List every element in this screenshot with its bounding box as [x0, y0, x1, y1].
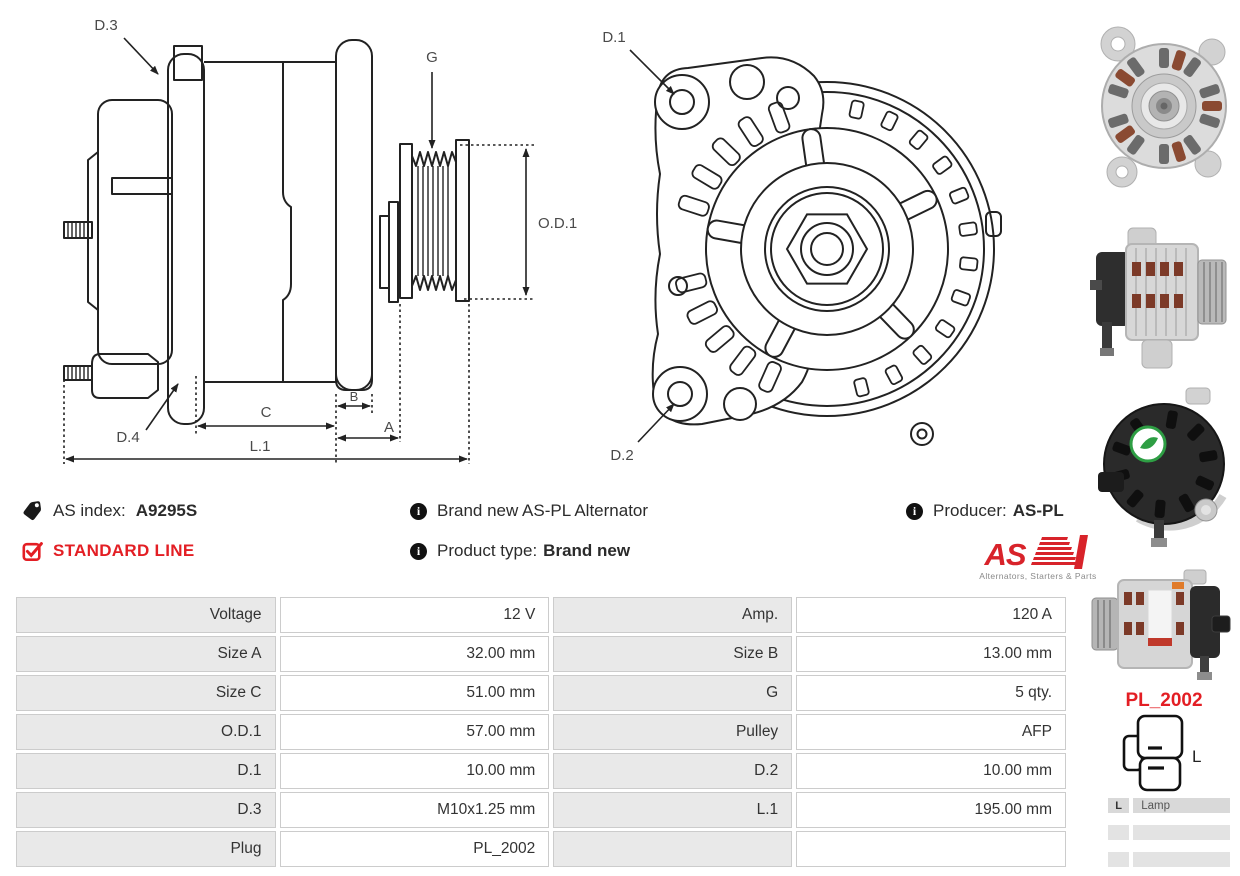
spec-label-cell: Amp. [553, 597, 792, 633]
standard-line-badge: STANDARD LINE [53, 541, 195, 560]
label-b: B [349, 389, 359, 404]
as-pl-logo-stripes-icon [1028, 535, 1092, 569]
info-icon-glyph: i [416, 543, 421, 558]
as-pl-logo-text: AS [984, 537, 1026, 572]
bottom-ear [336, 332, 372, 390]
shaft-spacer [380, 216, 389, 288]
spec-label-cell: Voltage [16, 597, 276, 633]
d1-callout-arrow [630, 50, 674, 94]
legend-pin: L [1108, 798, 1129, 813]
info-col-index [22, 499, 197, 579]
product-photo-side-left[interactable] [1088, 556, 1240, 684]
product-type-label: Product type: [437, 541, 538, 560]
info-icon [410, 543, 427, 560]
spec-label-cell: Pulley [553, 714, 792, 750]
table-row [16, 753, 1066, 789]
spec-label-cell: O.D.1 [16, 714, 276, 750]
product-photo-side-right[interactable] [1088, 222, 1240, 382]
front-bracket [168, 54, 204, 424]
product-type-value: Brand new [543, 541, 631, 560]
body-step-line [283, 62, 291, 382]
table-row [16, 675, 1066, 711]
body-edges [204, 62, 336, 382]
spec-value-cell: 12 V [280, 597, 550, 633]
upper-small-hole [777, 87, 799, 109]
label-a: A [384, 419, 395, 436]
checkbox-checked-icon [22, 541, 43, 562]
spec-value-cell: 195.00 mm [796, 792, 1066, 828]
as-index-label: AS index: [53, 501, 126, 520]
info-icon [410, 503, 427, 520]
info-icon-glyph: i [416, 503, 421, 518]
brand-new-text: Brand new AS-PL Alternator [437, 501, 649, 520]
pulley [400, 140, 469, 301]
spec-value-cell: 13.00 mm [796, 636, 1066, 672]
spec-value-cell: 120 A [796, 597, 1066, 633]
table-row [16, 714, 1066, 750]
legend-pin [1108, 825, 1129, 840]
bottom-lug-hole [668, 382, 692, 406]
legend-desc [1133, 825, 1230, 840]
as-index-line [22, 499, 197, 523]
spec-label-cell: D.3 [16, 792, 276, 828]
spec-label-cell: D.1 [16, 753, 276, 789]
info-col-producer [906, 499, 1106, 581]
spec-value-cell: 57.00 mm [280, 714, 550, 750]
as-index-value: A9295S [135, 501, 198, 520]
spec-label-cell: Plug [16, 831, 276, 867]
spec-label-cell: Size A [16, 636, 276, 672]
producer-value: AS-PL [1012, 501, 1064, 520]
spec-value-cell: M10x1.25 mm [280, 792, 550, 828]
bottom-boss-hole [918, 430, 927, 439]
plug-legend [1108, 798, 1230, 876]
bottom-boss [911, 423, 933, 445]
shaft-hole [811, 233, 843, 265]
info-icon [906, 503, 923, 520]
spec-label-cell: L.1 [553, 792, 792, 828]
info-col-product [410, 499, 648, 579]
terminal-stud-bottom [64, 366, 92, 380]
info-icon-glyph: i [912, 503, 917, 518]
spec-label-cell: Size C [16, 675, 276, 711]
label-g: G [426, 49, 438, 66]
upper-boss-hole [730, 65, 764, 99]
spec-label-cell: Size B [553, 636, 792, 672]
lower-boss-hole [724, 388, 756, 420]
product-photo-sidebar [1088, 0, 1240, 876]
legend-row [1108, 825, 1230, 840]
legend-desc [1133, 852, 1230, 867]
legend-row [1108, 852, 1230, 867]
spec-value-cell: 10.00 mm [280, 753, 550, 789]
shaft-disc [389, 202, 398, 302]
spec-value-cell: AFP [796, 714, 1066, 750]
top-mounting-ear [174, 46, 202, 80]
label-l1: L.1 [249, 438, 271, 455]
table-row [16, 636, 1066, 672]
spec-table [12, 594, 1070, 870]
plug-diagram [1114, 712, 1214, 794]
spec-label-cell: D.2 [553, 753, 792, 789]
label-od1: O.D.1 [538, 215, 578, 232]
label-d2: D.2 [610, 447, 634, 464]
rear-bracket [336, 40, 372, 390]
table-row [16, 792, 1066, 828]
legend-pin [1108, 852, 1129, 867]
spec-label-cell: G [553, 675, 792, 711]
spec-value-cell: 5 qty. [796, 675, 1066, 711]
front-view-technical-drawing [592, 14, 1067, 479]
plug-lower-cavity [1140, 758, 1180, 790]
table-row [16, 597, 1066, 633]
legend-row [1108, 798, 1230, 813]
label-d3: D.3 [94, 17, 118, 34]
spec-value-cell: 51.00 mm [280, 675, 550, 711]
side-view-technical-drawing [28, 2, 593, 480]
spec-value-cell [796, 831, 1066, 867]
as-pl-logo-tagline: Alternators, Starters & Parts [979, 571, 1097, 581]
spec-value-cell: 10.00 mm [796, 753, 1066, 789]
label-d4: D.4 [116, 429, 140, 446]
tag-icon [22, 501, 43, 522]
plug-pin-label: L [1192, 747, 1202, 766]
terminal-stud-top [64, 222, 92, 238]
legend-desc: Lamp [1133, 798, 1230, 813]
producer-line [906, 499, 1106, 523]
product-info-area [22, 499, 1097, 591]
standard-line-row [22, 539, 197, 563]
label-c: C [260, 404, 272, 421]
d2-callout-arrow [638, 404, 674, 442]
spec-value-cell: 32.00 mm [280, 636, 550, 672]
product-photo-rear[interactable] [1088, 386, 1240, 552]
product-photo-front[interactable] [1088, 4, 1240, 208]
rear-housing-slot [112, 178, 172, 194]
plug-upper-cavity [1138, 716, 1182, 758]
producer-label: Producer: [933, 501, 1007, 520]
spec-value-cell: PL_2002 [280, 831, 550, 867]
table-row [16, 831, 1066, 867]
spec-label-cell [553, 831, 792, 867]
label-d1: D.1 [602, 29, 626, 46]
rear-housing [98, 100, 172, 364]
brand-new-line [410, 499, 648, 523]
d3-callout-arrow [124, 38, 158, 74]
plug-code-title: PL_2002 [1125, 690, 1203, 711]
d4-callout-arrow [146, 384, 178, 430]
product-type-line [410, 539, 648, 563]
